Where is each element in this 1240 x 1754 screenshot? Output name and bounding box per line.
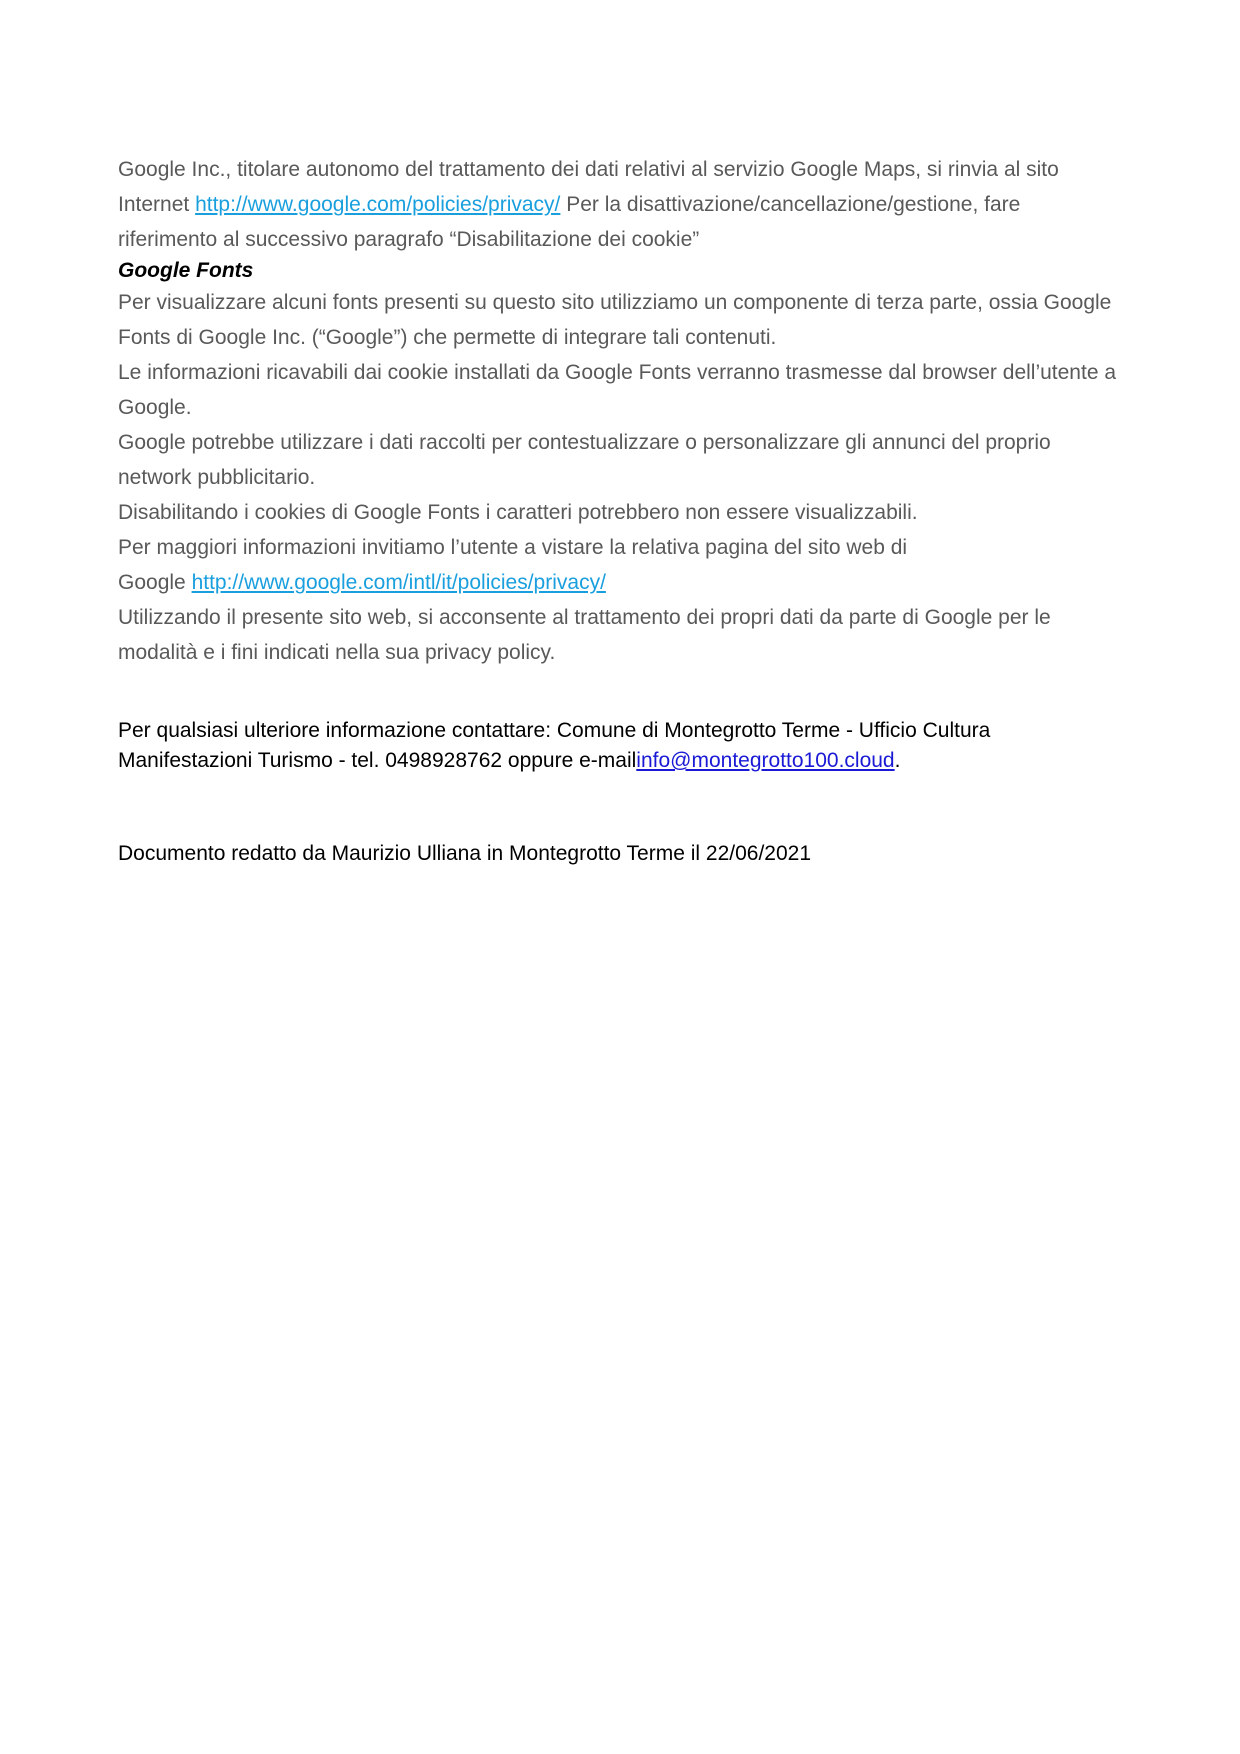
google-fonts-paragraph-1: Per visualizzare alcuni fonts presenti su questo sito utilizziamo un componente di terza parte, ossia Google Fonts di Google Inc. (“Google”) che permette di integrare tali contenuti.	[118, 291, 1112, 349]
google-fonts-section	[118, 285, 1128, 670]
fonts-privacy-link[interactable]: http://www.google.com/intl/it/policies/privacy/	[191, 571, 606, 594]
intro-line-1: Google Inc., titolare autonomo del trattamento dei dati relativi al servizio Google Maps, si rinvia al sito	[118, 158, 1059, 181]
google-fonts-heading: Google Fonts	[118, 259, 254, 282]
google-fonts-paragraph-3: Google potrebbe utilizzare i dati raccolti per contestualizzare o personalizzare gli annunci del proprio network pubblicitario.	[118, 431, 1051, 489]
google-fonts-paragraph-7: Utilizzando il presente sito web, si acconsente al trattamento dei propri dati da parte di Google per le modalità e i fini indicati nella sua privacy policy.	[118, 606, 1051, 664]
google-fonts-paragraph-5: Per maggiori informazioni invitiamo l’utente a vistare la relativa pagina del sito web di	[118, 536, 908, 559]
intro-section	[118, 152, 1128, 257]
google-fonts-paragraph-4: Disabilitando i cookies di Google Fonts i caratteri potrebbero non essere visualizzabili.	[118, 501, 918, 524]
document-author-note: Documento redatto da Maurizio Ulliana in Montegrotto Terme il 22/06/2021	[118, 842, 811, 865]
intro-line-3: riferimento al successivo paragrafo “Disabilitazione dei cookie”	[118, 228, 700, 251]
intro-line-2: Internet http://www.google.com/policies/privacy/ Per la disattivazione/cancellazione/gestione, fare	[118, 193, 1021, 216]
contact-section	[118, 716, 1128, 776]
google-fonts-paragraph-6: Google http://www.google.com/intl/it/policies/privacy/	[118, 571, 606, 594]
maps-privacy-link[interactable]: http://www.google.com/policies/privacy/	[195, 193, 561, 216]
contact-line-2: Manifestazioni Turismo - tel. 0498928762 oppure e-mailinfo@montegrotto100.cloud.	[118, 749, 901, 772]
contact-email-link[interactable]: info@montegrotto100.cloud	[636, 749, 895, 772]
document-page	[118, 152, 1128, 869]
contact-line-1: Per qualsiasi ulteriore informazione contattare: Comune di Montegrotto Terme - Ufficio Cultura	[118, 719, 991, 742]
google-fonts-paragraph-2: Le informazioni ricavabili dai cookie installati da Google Fonts verranno trasmesse dal browser dell’utente a Google.	[118, 361, 1117, 419]
